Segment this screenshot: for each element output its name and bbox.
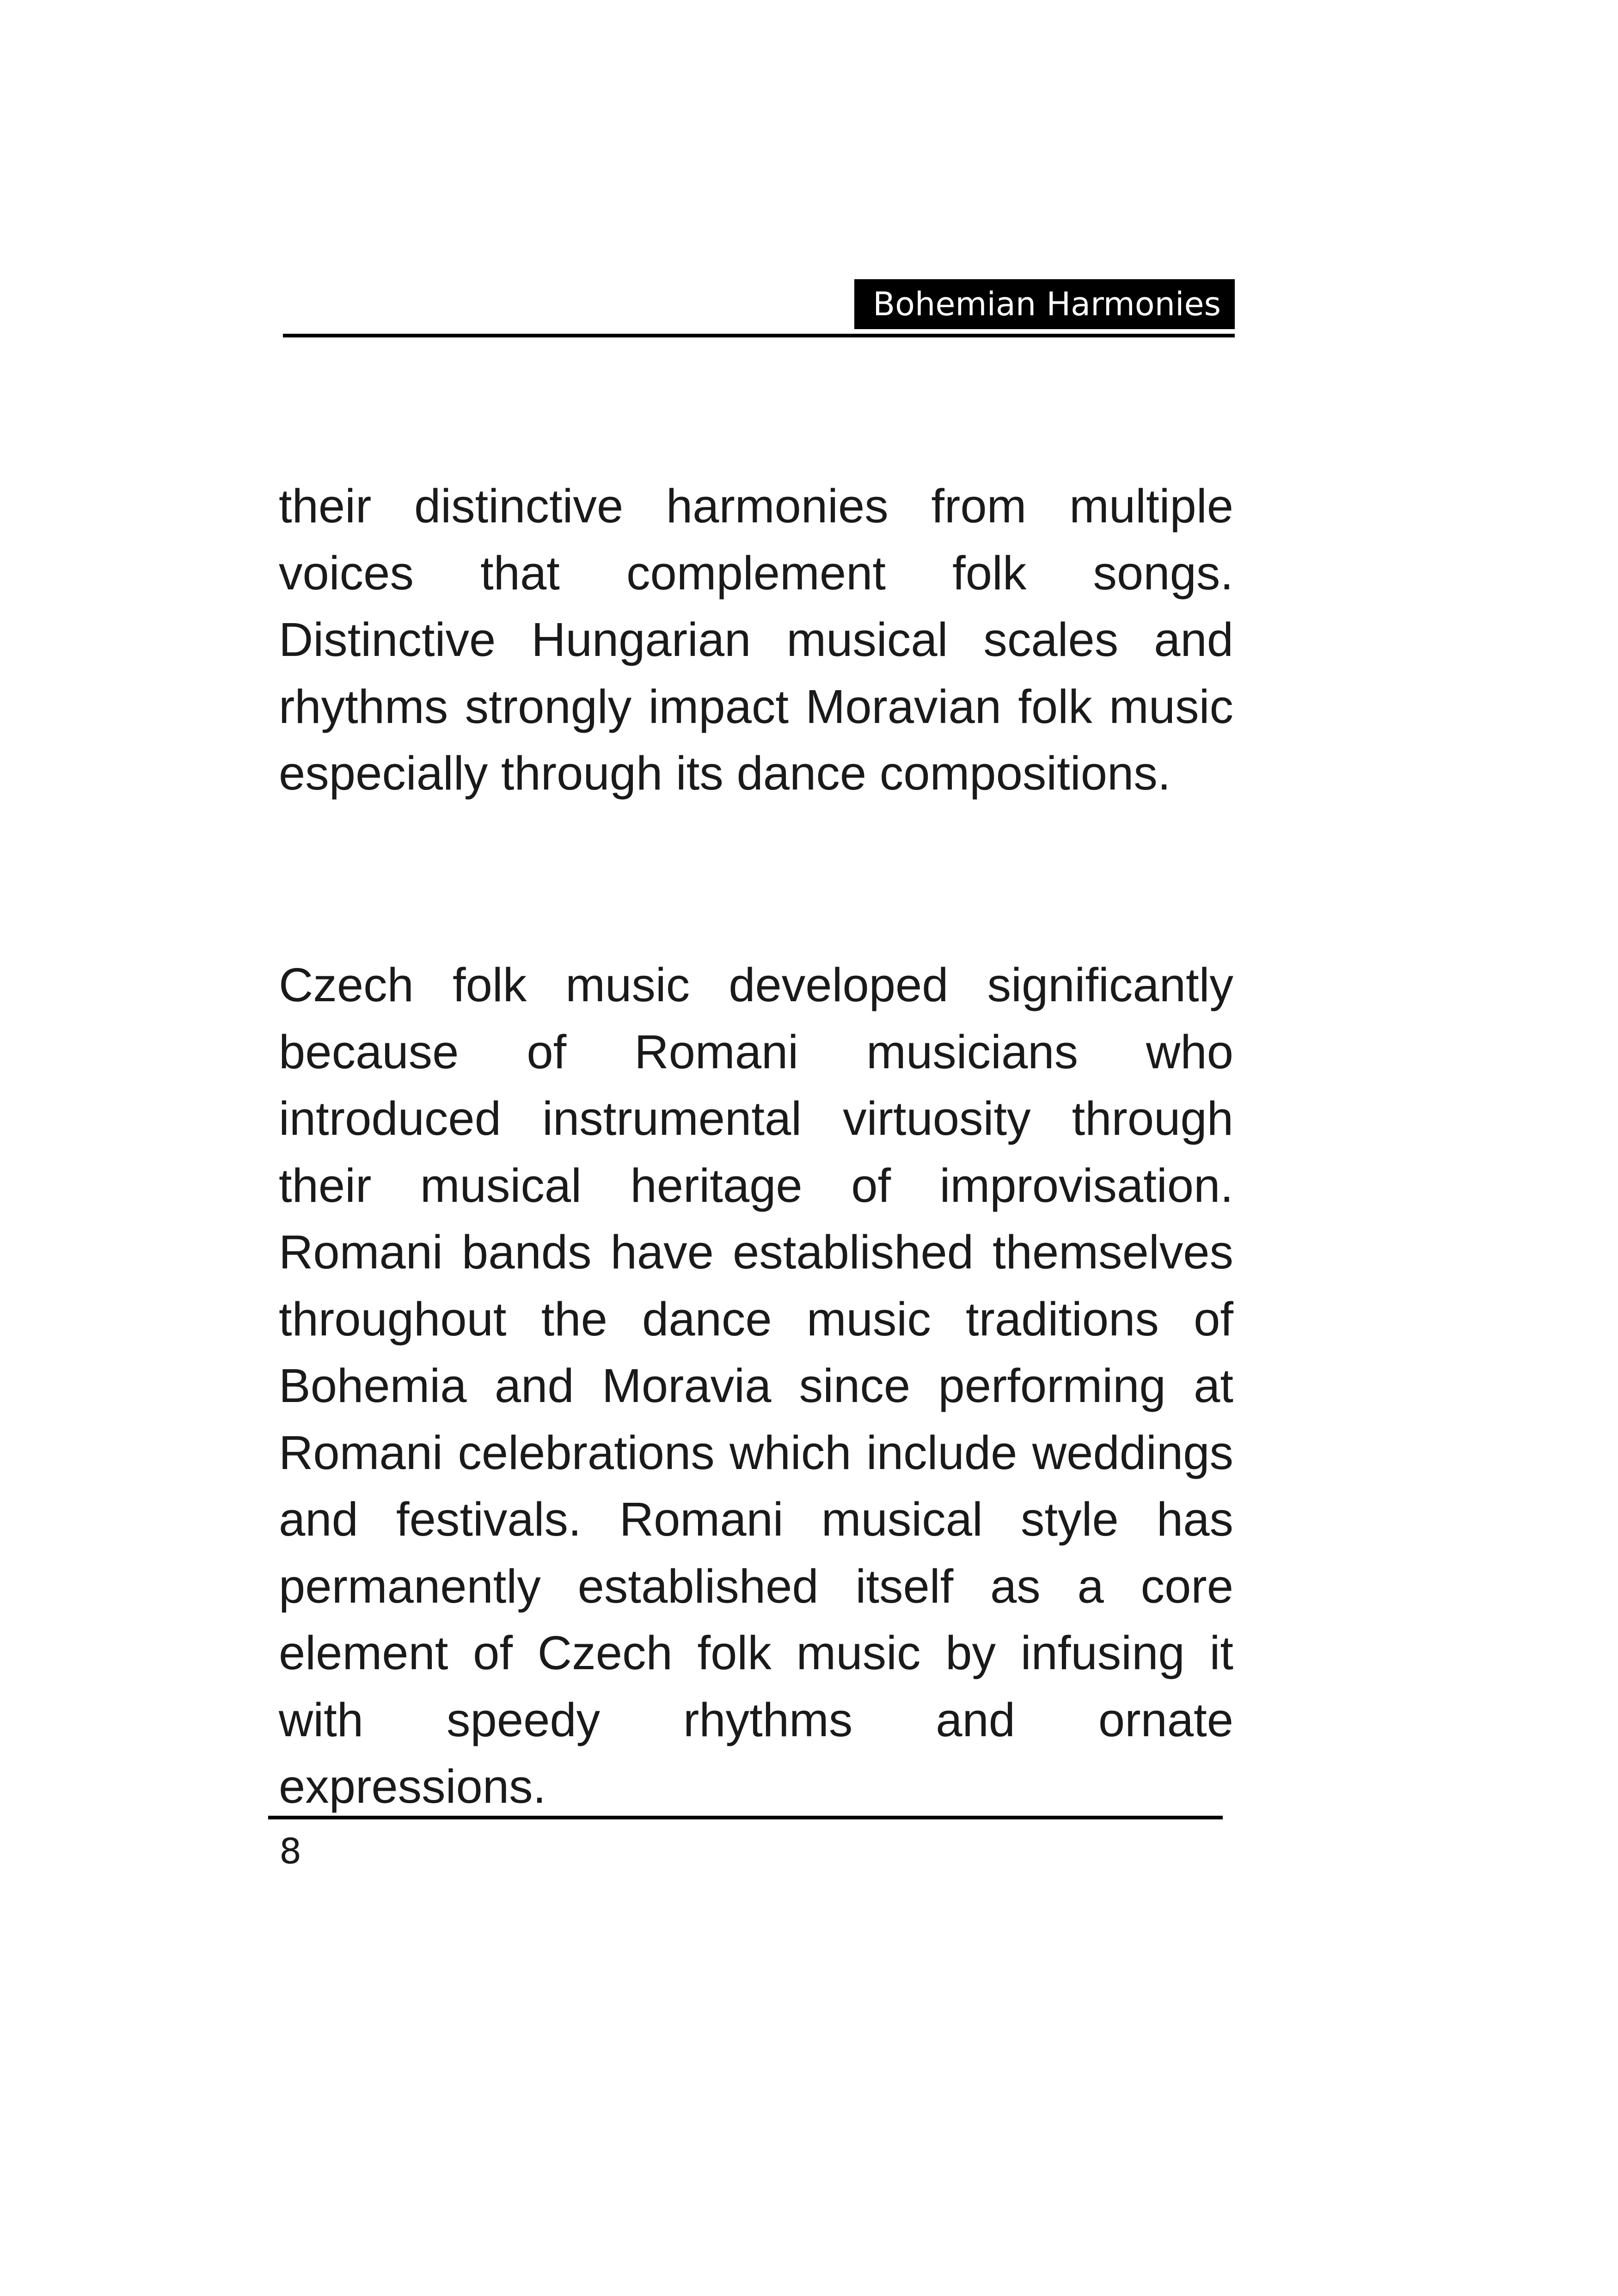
page-number: 8 xyxy=(279,1831,302,1872)
header-rule xyxy=(283,334,1235,337)
footer-rule xyxy=(268,1816,1223,1819)
paragraph: their distinctive harmonies from multiple voices that complement folk songs. Distinctive Hungarian musical scales and rhythms strongly impact Moravian folk music especially through its dance compositions. xyxy=(279,479,1233,800)
running-title: Bohemian Harmonies xyxy=(854,279,1235,329)
running-header xyxy=(0,0,1618,351)
paragraph: Czech folk music developed significantly because of Romani musicians who introduced instrumental virtuosity through their musical heritage of improvisation. Romani bands have established themselves throughout the dance music traditions of Bohemia and Moravia since performing at Romani celebrations which include weddings and festivals. Romani musical style has permanently established itself as a core element of Czech folk music by infusing it with speedy rhythms and ornate expressions. xyxy=(279,958,1233,1813)
